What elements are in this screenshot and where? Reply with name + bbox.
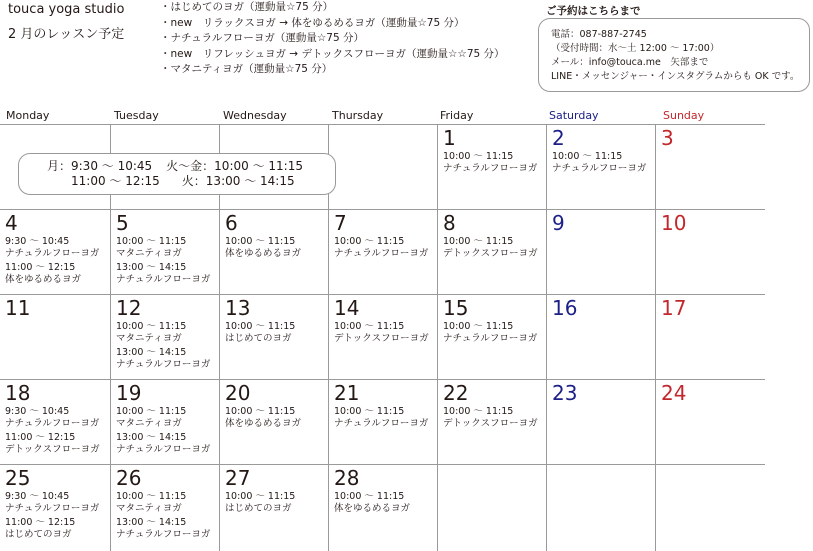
calendar-day xyxy=(222,381,329,431)
day-number: 28 xyxy=(334,466,360,490)
day-number: 20 xyxy=(225,381,251,405)
lesson-time: 10:00 〜 11:15 xyxy=(225,236,296,247)
calendar-day xyxy=(222,466,329,516)
grid-line xyxy=(655,124,656,551)
lesson-name: はじめてのヨガ xyxy=(225,333,292,344)
grid-line xyxy=(0,379,765,380)
lesson-time: 10:00 〜 11:15 xyxy=(225,491,296,502)
lesson-time: 10:00 〜 11:15 xyxy=(443,236,514,247)
lesson-time: 13:00 〜 14:15 xyxy=(116,347,187,358)
day-number: 2 xyxy=(552,126,565,150)
day-number: 3 xyxy=(661,126,674,150)
lesson-time: 10:00 〜 11:15 xyxy=(334,491,405,502)
lesson-name: マタニティヨガ xyxy=(116,333,182,344)
contact-sns: LINE・メッセンジャー・インスタグラムからも OK です。 xyxy=(551,71,800,82)
weekday-monday: Monday xyxy=(6,109,50,122)
day-number: 7 xyxy=(334,211,347,235)
lesson-name: ナチュラルフローヨガ xyxy=(334,248,429,259)
day-number: 17 xyxy=(661,296,687,320)
weekday-tuesday: Tuesday xyxy=(114,109,159,122)
grid-line xyxy=(0,209,765,210)
lesson-name: ナチュラルフローヨガ xyxy=(5,248,100,259)
lesson-name: ナチュラルフローヨガ xyxy=(116,529,211,540)
lesson-name: マタニティヨガ xyxy=(116,418,182,429)
day-number: 22 xyxy=(443,381,469,405)
class-item: ・マタニティヨガ（運動量☆75 分） xyxy=(160,63,333,75)
grid-line xyxy=(0,294,765,295)
weekday-thursday: Thursday xyxy=(332,109,384,122)
day-number: 12 xyxy=(116,296,142,320)
lesson-time: 10:00 〜 11:15 xyxy=(334,321,405,332)
lesson-time: 10:00 〜 11:15 xyxy=(225,321,296,332)
lesson-time: 11:00 〜 12:15 xyxy=(5,432,76,443)
studio-name: touca yoga studio xyxy=(8,2,125,17)
class-item: ・new リフレッシュヨガ → デトックスフローヨガ（運動量☆☆75 分） xyxy=(160,47,505,60)
day-number: 1 xyxy=(443,126,456,150)
grid-line xyxy=(0,464,765,465)
lesson-time: 9:30 〜 10:45 xyxy=(5,236,70,247)
calendar-day xyxy=(2,296,111,320)
day-number: 18 xyxy=(5,381,31,405)
month-title: 2 月のレッスン予定 xyxy=(8,27,125,42)
lesson-name: 体をゆるめるヨガ xyxy=(225,418,302,429)
lesson-time: 13:00 〜 14:15 xyxy=(116,517,187,528)
contact-title: ご予約はこちらまで xyxy=(546,5,641,17)
lesson-name: デトックスフローヨガ xyxy=(334,333,429,344)
day-number: 4 xyxy=(5,211,18,235)
lesson-time: 11:00 〜 12:15 xyxy=(5,517,76,528)
lesson-time: 10:00 〜 11:15 xyxy=(116,406,187,417)
note-line1b: 火〜金：10:00 〜 11:15 xyxy=(166,159,303,173)
calendar-day xyxy=(2,381,111,457)
day-number: 24 xyxy=(661,381,687,405)
day-number: 6 xyxy=(225,211,238,235)
day-number: 26 xyxy=(116,466,142,490)
lesson-time: 10:00 〜 11:15 xyxy=(116,491,187,502)
lesson-name: ナチュラルフローヨガ xyxy=(334,418,429,429)
lesson-name: ナチュラルフローヨガ xyxy=(443,333,538,344)
lesson-name: 体をゆるめるヨガ xyxy=(5,274,82,285)
calendar-day xyxy=(113,296,220,372)
day-number: 11 xyxy=(5,296,31,320)
lesson-name: デトックスフローヨガ xyxy=(443,418,538,429)
lesson-name: デトックスフローヨガ xyxy=(443,248,538,259)
day-number: 9 xyxy=(552,211,565,235)
calendar-day xyxy=(549,211,656,235)
calendar-day xyxy=(331,466,438,516)
lesson-time: 10:00 〜 11:15 xyxy=(116,236,187,247)
lesson-name: ナチュラルフローヨガ xyxy=(116,444,211,455)
lesson-name: ナチュラルフローヨガ xyxy=(5,503,100,514)
day-number: 8 xyxy=(443,211,456,235)
day-number: 15 xyxy=(443,296,469,320)
weekday-sunday: Sunday xyxy=(663,109,705,122)
lesson-name: 体をゆるめるヨガ xyxy=(334,503,411,514)
lesson-name: マタニティヨガ xyxy=(116,503,182,514)
contact-mail: メール：info@touca.me 矢部まで xyxy=(551,57,709,68)
calendar-day xyxy=(2,466,111,542)
calendar-day xyxy=(2,211,111,287)
calendar-day xyxy=(113,466,220,542)
day-number: 10 xyxy=(661,211,687,235)
day-number: 23 xyxy=(552,381,578,405)
lesson-name: ナチュラルフローヨガ xyxy=(5,418,100,429)
lesson-time: 9:30 〜 10:45 xyxy=(5,491,70,502)
lesson-name: 体をゆるめるヨガ xyxy=(225,248,302,259)
lesson-time: 10:00 〜 11:15 xyxy=(116,321,187,332)
calendar-day xyxy=(440,296,547,346)
class-item: ・new リラックスヨガ → 体をゆるめるヨガ（運動量☆75 分） xyxy=(160,16,465,29)
calendar-day xyxy=(658,381,765,405)
grid-line xyxy=(0,124,765,125)
lesson-time: 10:00 〜 11:15 xyxy=(225,406,296,417)
day-number: 21 xyxy=(334,381,360,405)
contact-phone: 電話：087-887-2745 xyxy=(551,29,647,40)
lesson-time: 10:00 〜 11:15 xyxy=(552,151,623,162)
calendar-day xyxy=(440,211,547,261)
calendar-day xyxy=(440,126,547,176)
contact-hours: （受付時間：水〜土 12:00 〜 17:00） xyxy=(551,43,720,54)
lesson-name: デトックスフローヨガ xyxy=(5,444,100,455)
calendar-day xyxy=(549,126,656,176)
calendar-day xyxy=(658,296,765,320)
calendar-day xyxy=(658,211,765,235)
lesson-time: 10:00 〜 11:15 xyxy=(443,321,514,332)
note-line2b: 火：13:00 〜 14:15 xyxy=(181,174,295,188)
lesson-time: 10:00 〜 11:15 xyxy=(443,151,514,162)
lesson-time: 13:00 〜 14:15 xyxy=(116,262,187,273)
lesson-name: マタニティヨガ xyxy=(116,248,182,259)
lesson-name: ナチュラルフローヨガ xyxy=(552,163,647,174)
lesson-name: はじめてのヨガ xyxy=(5,529,72,540)
lesson-time: 13:00 〜 14:15 xyxy=(116,432,187,443)
weekday-wednesday: Wednesday xyxy=(223,109,287,122)
lesson-name: ナチュラルフローヨガ xyxy=(116,359,211,370)
calendar-day xyxy=(113,381,220,457)
calendar-day xyxy=(331,381,438,431)
day-number: 5 xyxy=(116,211,129,235)
day-number: 16 xyxy=(552,296,578,320)
day-number: 25 xyxy=(5,466,31,490)
calendar-day xyxy=(113,211,220,287)
contact-box xyxy=(538,18,810,92)
day-number: 14 xyxy=(334,296,360,320)
note-line2a: 11:00 〜 12:15 xyxy=(71,174,160,188)
day-number: 27 xyxy=(225,466,251,490)
calendar-day xyxy=(331,296,438,346)
note-line1a: 月：9:30 〜 10:45 xyxy=(47,159,153,173)
weekday-friday: Friday xyxy=(440,109,474,122)
lesson-name: はじめてのヨガ xyxy=(225,503,292,514)
calendar-day xyxy=(549,296,656,320)
calendar-day xyxy=(549,381,656,405)
class-item: ・ナチュラルフローヨガ（運動量☆75 分） xyxy=(160,32,364,44)
lesson-time: 10:00 〜 11:15 xyxy=(443,406,514,417)
class-item: ・はじめてのヨガ（運動量☆75 分） xyxy=(160,1,334,13)
schedule-note xyxy=(18,153,336,195)
day-number: 19 xyxy=(116,381,142,405)
lesson-name: ナチュラルフローヨガ xyxy=(443,163,538,174)
calendar-day xyxy=(658,126,765,150)
lesson-time: 9:30 〜 10:45 xyxy=(5,406,70,417)
calendar-day xyxy=(222,211,329,261)
calendar-day xyxy=(440,381,547,431)
calendar-day xyxy=(222,296,329,346)
weekday-saturday: Saturday xyxy=(549,109,599,122)
calendar-day xyxy=(331,211,438,261)
day-number: 13 xyxy=(225,296,251,320)
class-list xyxy=(160,0,505,78)
lesson-time: 11:00 〜 12:15 xyxy=(5,262,76,273)
lesson-time: 10:00 〜 11:15 xyxy=(334,236,405,247)
lesson-time: 10:00 〜 11:15 xyxy=(334,406,405,417)
lesson-name: ナチュラルフローヨガ xyxy=(116,274,211,285)
